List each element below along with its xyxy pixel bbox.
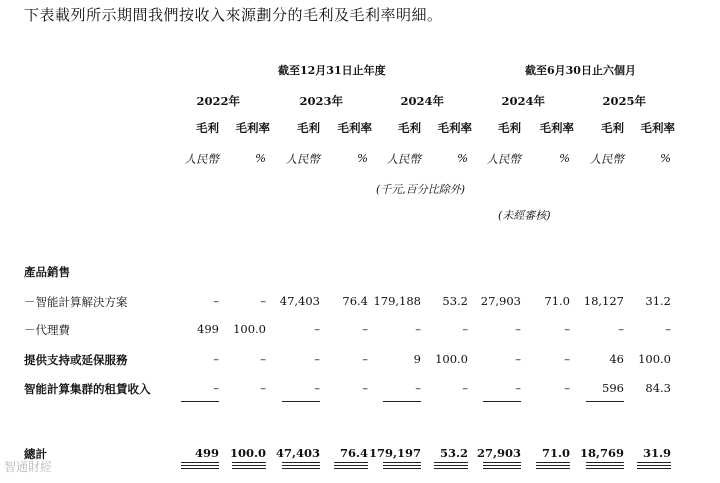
row-label: －智能計算解決方案 [24,295,128,309]
currency-label: 人民幣 [386,152,421,166]
rule-line [181,468,219,469]
rule-line [536,465,570,466]
table-cell: 596 [602,381,624,395]
gross-profit-header: 毛利 [601,121,624,135]
table-cell: 84.3 [645,381,671,395]
rule-line [586,401,624,402]
currency-label: 人民幣 [486,152,521,166]
rule-line [383,468,421,469]
table-cell: 100.0 [229,446,266,460]
rule-line [483,401,521,402]
table-cell: – [362,322,368,336]
table-cell: – [260,352,266,366]
gross-margin-header: 毛利率 [437,121,472,135]
rule-line [536,468,570,469]
year-header: 2024年 [400,94,444,108]
table-cell: 71.0 [541,446,570,460]
table-cell: – [362,352,368,366]
rule-line [586,465,624,466]
table-cell: 47,403 [279,294,320,308]
table-cell: 31.9 [642,446,671,460]
rule-line [232,462,266,463]
table-cell: 76.4 [339,446,368,460]
percent-label: % [660,151,671,165]
table-cell: – [618,322,624,336]
table-cell: 46 [609,352,624,366]
table-cell: 100.0 [435,352,468,366]
table-cell: – [515,352,521,366]
table-cell: – [515,322,521,336]
rule-line [282,462,320,463]
gross-profit-header: 毛利 [196,121,219,135]
intro-text: 下表載列所示期間我們按收入來源劃分的毛利及毛利率明細。 [24,6,443,24]
table-cell: – [213,294,219,308]
rule-line [181,401,219,402]
gross-profit-header: 毛利 [498,121,521,135]
rule-line [181,462,219,463]
rule-line [483,468,521,469]
currency-label: 人民幣 [184,152,219,166]
table-cell: – [462,381,468,395]
row-label: 產品銷售 [24,265,70,279]
table-cell: – [564,381,570,395]
percent-label: % [255,151,266,165]
table-cell: – [415,381,421,395]
table-cell: – [665,322,671,336]
table-cell: 18,769 [579,446,624,460]
gross-margin-header: 毛利率 [539,121,574,135]
table-cell: 499 [194,446,219,460]
table-cell: 499 [197,322,219,336]
table-cell: – [213,381,219,395]
year-header: 2024年 [501,94,545,108]
gross-profit-header: 毛利 [297,121,320,135]
table-cell: – [564,352,570,366]
gross-margin-header: 毛利率 [235,121,270,135]
currency-label: 人民幣 [285,152,320,166]
group-header-half: 截至6月30日止六個月 [525,64,636,77]
year-header: 2023年 [299,94,343,108]
unaudited-note: (未經審核) [498,209,551,222]
table-cell: – [362,381,368,395]
table-cell: – [213,352,219,366]
rule-line [232,468,266,469]
rule-line [282,465,320,466]
rule-line [434,465,468,466]
rule-line [181,465,219,466]
table-cell: 100.0 [233,322,266,336]
table-cell: – [260,294,266,308]
gross-profit-header: 毛利 [398,121,421,135]
rule-line [586,468,624,469]
year-header: 2025年 [602,94,646,108]
rule-line [483,465,521,466]
table-cell: 9 [413,352,421,366]
table-cell: – [564,322,570,336]
rule-line [483,462,521,463]
table-cell: – [462,322,468,336]
percent-label: % [559,151,570,165]
percent-label: % [457,151,468,165]
rule-line [637,462,671,463]
table-cell: 27,903 [476,446,521,460]
rule-line [232,465,266,466]
table-cell: 31.2 [645,294,671,308]
table-cell: 53.2 [439,446,468,460]
year-header: 2022年 [196,94,240,108]
rule-line [383,462,421,463]
row-label: 提供支持或延保服務 [24,353,128,367]
rule-line [334,462,368,463]
rule-line [536,462,570,463]
table-cell: – [415,322,421,336]
rule-line [637,468,671,469]
table-cell: 47,403 [275,446,320,460]
group-header-year: 截至12月31日止年度 [278,64,386,77]
watermark-text: 智通財經 [4,460,53,474]
rule-line [434,462,468,463]
table-cell: 76.4 [342,294,368,308]
gross-margin-header: 毛利率 [640,121,675,135]
rule-line [334,468,368,469]
table-cell: 179,188 [373,294,421,308]
rule-line [434,468,468,469]
rule-line [334,465,368,466]
table-cell: 53.2 [442,294,468,308]
rule-line [586,462,624,463]
rule-line [383,465,421,466]
table-cell: – [314,352,320,366]
percent-label: % [357,151,368,165]
row-label: 總計 [24,447,47,461]
gross-margin-header: 毛利率 [337,121,372,135]
rule-line [383,401,421,402]
table-cell: 18,127 [583,294,624,308]
table-cell: 100.0 [638,352,671,366]
table-cell: 179,197 [368,446,421,460]
row-label: －代理費 [24,323,70,337]
unit-note: (千元,百分比除外) [376,183,466,196]
table-cell: – [314,381,320,395]
table-cell: – [314,322,320,336]
currency-label: 人民幣 [589,152,624,166]
rule-line [637,465,671,466]
rule-line [282,468,320,469]
table-cell: 71.0 [544,294,570,308]
rule-line [282,401,320,402]
table-cell: – [260,381,266,395]
row-label: 智能計算集群的租賃收入 [24,382,151,396]
table-cell: 27,903 [480,294,521,308]
table-cell: – [515,381,521,395]
